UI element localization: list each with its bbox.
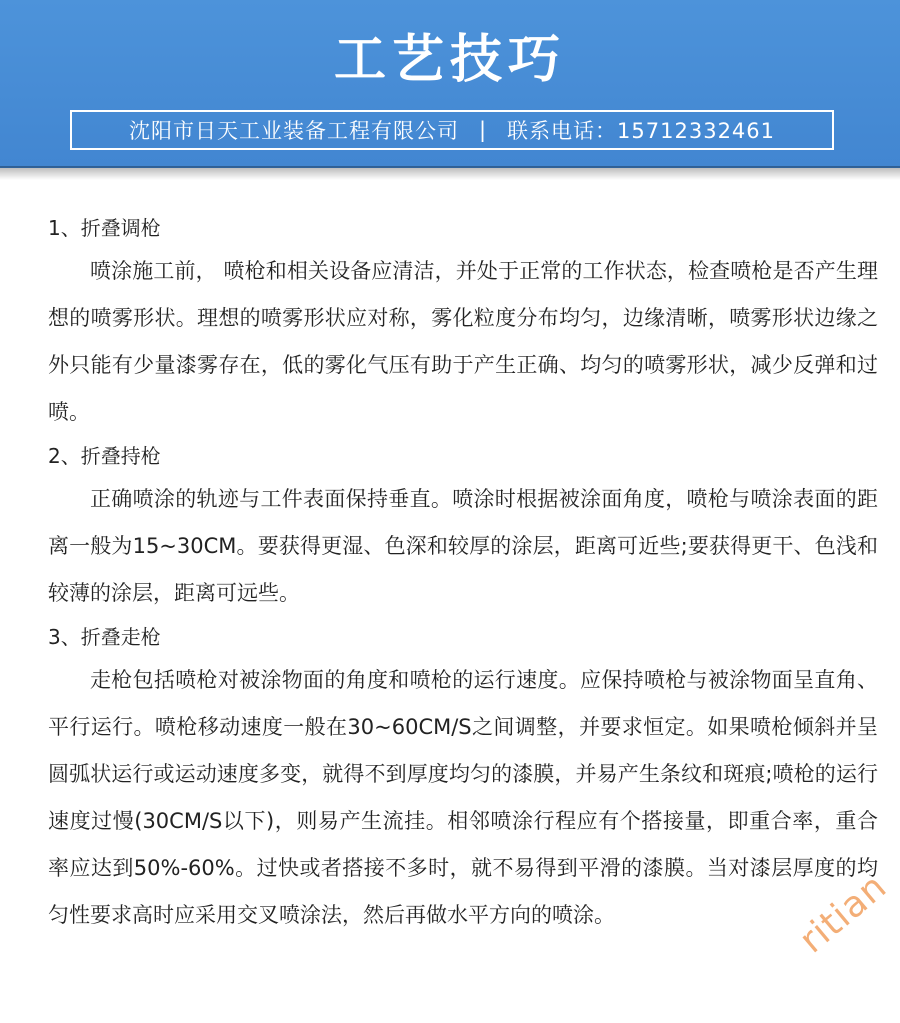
page-title: 工艺技巧 (333, 30, 566, 90)
section-heading: 1、折叠调枪 (48, 216, 161, 240)
watermark: ritian (792, 865, 895, 962)
company-info-box (70, 110, 834, 150)
section-heading: 3、折叠走枪 (48, 625, 161, 649)
section-paragraph: 喷涂施工前， 喷枪和相关设备应清洁，并处于正常的工作状态，检查喷枪是否产生理想的喷雾形状。理想的喷雾形状应对称，雾化粒度分布均匀，边缘清晰，喷雾形状边缘之外只能有少量漆雾存在，低的雾化气压有助于产生正确、均匀的喷雾形状，减少反弹和过喷。 (48, 259, 878, 424)
section-adjust-gun (48, 208, 878, 436)
contact-phone: 联系电话：15712332461 (507, 119, 776, 143)
section-paragraph: 走枪包括喷枪对被涂物面的角度和喷枪的运行速度。应保持喷枪与被涂物面呈直角、平行运行。喷枪移动速度一般在30~60CM/S之间调整，并要求恒定。如果喷枪倾斜并呈圆弧状运行或运动速度多变，就得不到厚度均匀的漆膜，并易产生条纹和斑痕;喷枪的运行速度过慢(30CM/S以下)，则易产生流挂。相邻喷涂行程应有个搭接量，即重合率，重合率应达到50%-60%。过快或者搭接不多时，就不易得到平滑的漆膜。当对漆层厚度的均匀性要求高时应采用交叉喷涂法，然后再做水平方向的喷涂。 (48, 668, 878, 927)
section-heading: 2、折叠持枪 (48, 444, 161, 468)
header-shadow (0, 166, 900, 180)
company-name: 沈阳市日天工业装备工程有限公司 (128, 119, 459, 143)
article-content (48, 208, 878, 939)
section-move-gun (48, 617, 878, 939)
section-paragraph: 正确喷涂的轨迹与工件表面保持垂直。喷涂时根据被涂面角度，喷枪与喷涂表面的距离一般为15~30CM。要获得更湿、色深和较厚的涂层，距离可近些;要获得更干、色浅和较薄的涂层，距离可远些。 (48, 487, 878, 605)
section-hold-gun (48, 436, 878, 617)
info-separator: | (478, 118, 488, 142)
